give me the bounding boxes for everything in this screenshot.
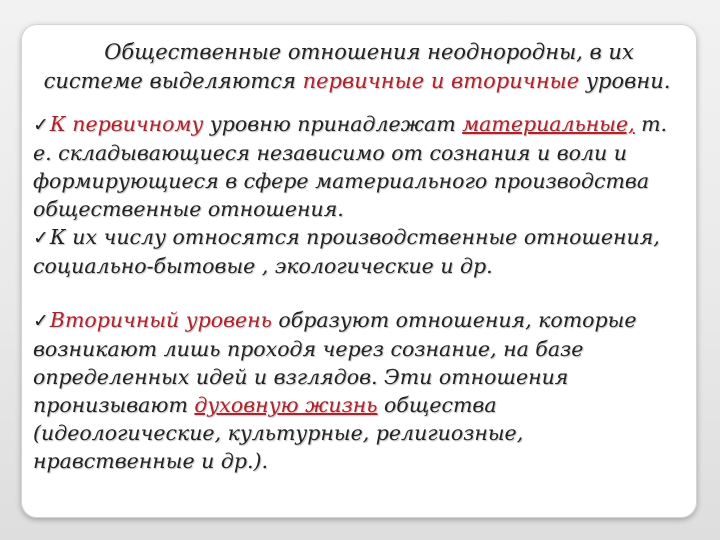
bullet-primary-text-a: уровню принадлежат — [203, 112, 463, 136]
bullet-secondary-text-a: образуют отношения, которые возникают лишь проходя через сознание, на базе определенных идей и взглядов. Эти отношения пронизывают — [33, 308, 637, 417]
bullet-primary-highlight: К первичному — [49, 112, 204, 136]
title-line-1: Общественные отношения неоднородны, в их — [104, 40, 634, 64]
bullet-primary-text-b: т. е. складывающиеся независимо от сознания и воли и формирующиеся в сфере материального производства общественные отношения. — [33, 112, 668, 221]
checkmark-icon: ✓ — [33, 227, 49, 249]
bullet-secondary-highlight: Вторичный уровень — [49, 308, 272, 332]
bullet-secondary-level — [33, 306, 681, 475]
title-highlight: первичные и вторичные — [302, 69, 580, 93]
title-line-2-suffix: уровни. — [579, 69, 671, 93]
bullet-secondary-text-b: общества (идеологические, культурные, религиозные, нравственные и др.). — [33, 393, 524, 473]
bullet-secondary-underlined: духовную жизнь — [194, 393, 378, 417]
bullet-examples-text: К их числу относятся производственные отношения, социально-бытовые , экологические и др. — [33, 225, 660, 278]
slide-body — [33, 110, 681, 475]
title-line-2-prefix: системе выделяются — [43, 69, 303, 93]
checkmark-icon: ✓ — [33, 310, 49, 332]
slide-title — [33, 38, 681, 96]
bullet-primary-level — [33, 110, 681, 223]
bullet-primary-underlined: материальные, — [462, 112, 635, 136]
checkmark-icon: ✓ — [33, 114, 49, 136]
bullet-examples — [33, 223, 681, 280]
slide-card — [21, 24, 697, 518]
